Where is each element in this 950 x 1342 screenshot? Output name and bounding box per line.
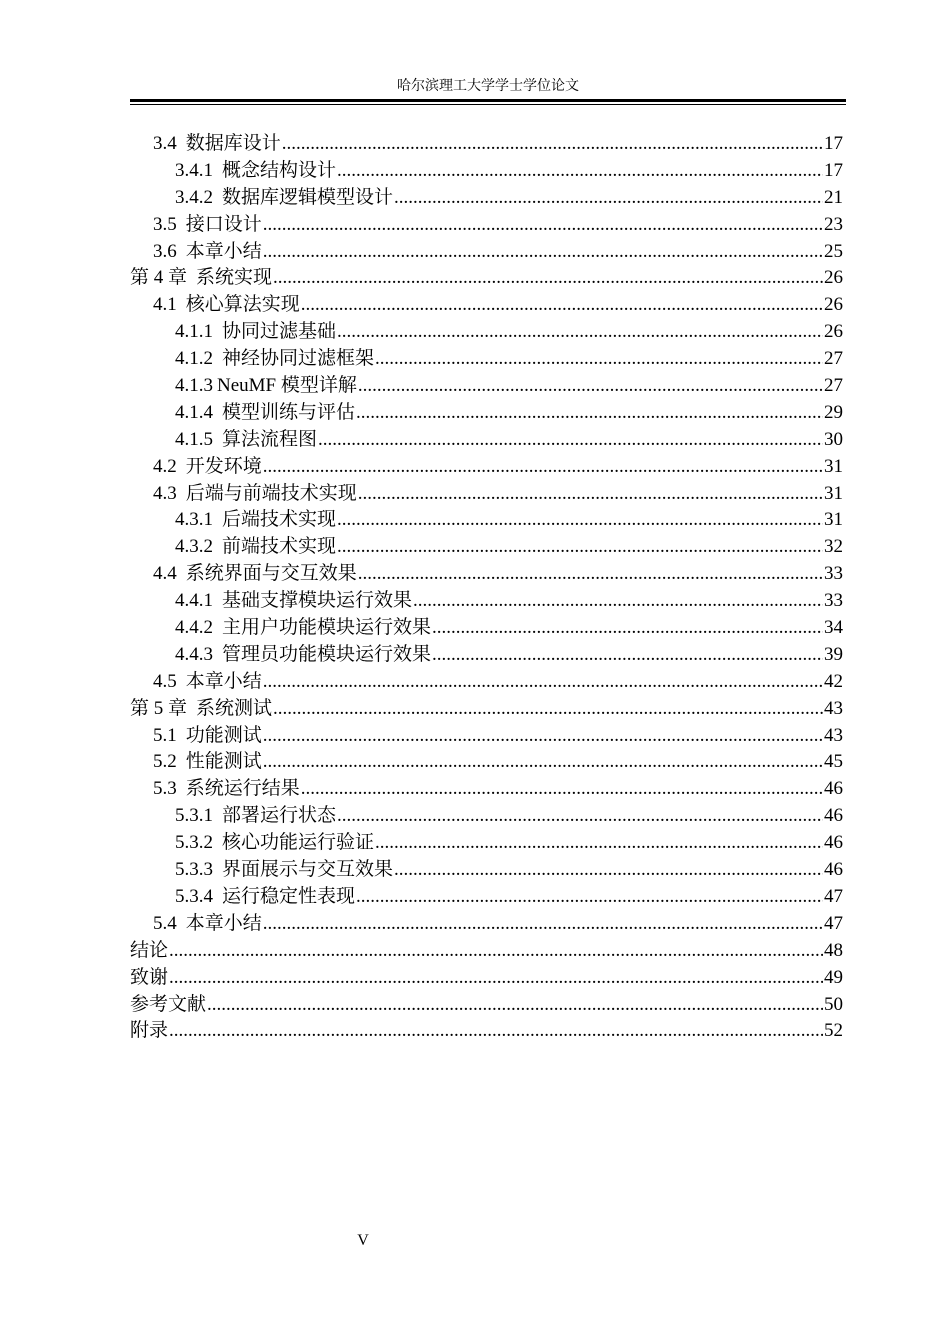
toc-entry-number: 4.1.1 — [175, 321, 213, 343]
toc-entry[interactable] — [130, 938, 843, 965]
toc-entry-title: 前端技术实现 — [222, 536, 337, 558]
toc-entry-page: 29 — [824, 401, 843, 423]
toc-entry[interactable] — [130, 884, 843, 911]
toc-dot-leader — [301, 776, 823, 803]
toc-entry-number: 5.2 — [153, 751, 177, 773]
toc-entry-title: 基础支撑模块运行效果 — [222, 590, 413, 612]
toc-dot-leader — [263, 911, 823, 938]
toc-entry-number: 3.6 — [153, 240, 177, 262]
toc-dot-leader — [375, 830, 823, 857]
toc-entry-title: 主用户功能模块运行效果 — [222, 617, 432, 639]
toc-entry[interactable] — [130, 1018, 843, 1045]
toc-entry-page: 47 — [824, 885, 843, 907]
toc-dot-leader — [273, 265, 823, 292]
toc-entry-title: 性能测试 — [185, 751, 262, 773]
toc-entry[interactable] — [130, 992, 843, 1019]
toc-entry[interactable] — [130, 400, 843, 427]
toc-dot-leader — [432, 615, 823, 642]
toc-entry-number: 4.4.1 — [175, 590, 213, 612]
toc-dot-leader — [356, 400, 823, 427]
toc-dot-leader — [169, 1018, 823, 1045]
toc-entry-title: 模型训练与评估 — [222, 401, 356, 423]
toc-entry-page: 27 — [824, 348, 843, 370]
toc-entry-page: 46 — [824, 805, 843, 827]
toc-dot-leader — [337, 158, 823, 185]
running-header: 哈尔滨理工大学学士学位论文 — [397, 79, 579, 94]
toc-dot-leader — [263, 669, 823, 696]
toc-entry-page: 23 — [824, 213, 843, 235]
toc-entry[interactable] — [130, 615, 843, 642]
toc-entry-title: 本章小结 — [185, 670, 262, 692]
toc-entry-title: NeuMF 模型详解 — [217, 375, 357, 397]
toc-entry-number: 4.1.5 — [175, 428, 213, 450]
toc-entry[interactable] — [130, 749, 843, 776]
toc-dot-leader — [337, 319, 823, 346]
toc-entry-number: 5.3.1 — [175, 805, 213, 827]
toc-entry-title: 结论 — [130, 939, 169, 961]
toc-entry-title: 核心算法实现 — [185, 294, 300, 316]
toc-dot-leader — [169, 938, 823, 965]
toc-dot-leader — [169, 965, 823, 992]
toc-entry-title: 本章小结 — [185, 912, 262, 934]
toc-entry-title: 系统运行结果 — [185, 778, 300, 800]
toc-entry[interactable] — [130, 373, 843, 400]
toc-entry-page: 48 — [824, 939, 843, 961]
toc-dot-leader — [318, 427, 823, 454]
toc-entry-page: 27 — [824, 375, 843, 397]
toc-entry[interactable] — [130, 454, 843, 481]
toc-entry[interactable] — [130, 427, 843, 454]
toc-entry[interactable] — [130, 803, 843, 830]
toc-entry[interactable] — [130, 239, 843, 266]
toc-entry-title: 系统测试 — [196, 697, 273, 719]
toc-entry-page: 46 — [824, 832, 843, 854]
toc-dot-leader — [263, 454, 823, 481]
toc-entry-page: 17 — [824, 133, 843, 154]
toc-entry-title: 开发环境 — [185, 455, 262, 477]
toc-entry[interactable] — [130, 185, 843, 212]
toc-entry-number: 4.1.4 — [175, 401, 213, 423]
toc-entry-title: 神经协同过滤框架 — [222, 348, 375, 370]
toc-entry[interactable] — [130, 696, 843, 723]
toc-entry-title: 接口设计 — [185, 213, 262, 235]
toc-dot-leader — [358, 561, 823, 588]
toc-dot-leader — [432, 642, 823, 669]
toc-entry-page: 46 — [824, 778, 843, 800]
toc-entry[interactable] — [130, 292, 843, 319]
toc-entry[interactable] — [130, 588, 843, 615]
toc-entry-page: 46 — [824, 859, 843, 881]
toc-entry-page: 43 — [824, 724, 843, 746]
toc-entry-title: 部署运行状态 — [222, 805, 337, 827]
toc-entry[interactable] — [130, 911, 843, 938]
toc-dot-leader — [263, 749, 823, 776]
toc-dot-leader — [263, 723, 823, 750]
toc-entry-page: 33 — [824, 590, 843, 612]
toc-entry-page: 39 — [824, 643, 843, 665]
toc-dot-leader — [282, 131, 823, 158]
toc-dot-leader — [273, 696, 823, 723]
toc-entry-number: 4.4.2 — [175, 617, 213, 639]
table-of-contents — [130, 131, 843, 1045]
toc-entry-number: 4.4.3 — [175, 643, 213, 665]
toc-entry-title: 参考文献 — [130, 993, 207, 1015]
toc-entry-page: 43 — [824, 697, 843, 719]
toc-entry[interactable] — [130, 669, 843, 696]
toc-entry-number: 4.3.2 — [175, 536, 213, 558]
toc-entry-title: 致谢 — [130, 966, 169, 988]
toc-entry-number: 3.4.2 — [175, 186, 213, 208]
toc-entry[interactable] — [130, 534, 843, 561]
toc-entry-title: 功能测试 — [185, 724, 262, 746]
toc-entry[interactable] — [130, 965, 843, 992]
toc-entry-number: 4.3.1 — [175, 509, 213, 531]
toc-entry-number: 5.3.4 — [175, 885, 213, 907]
toc-entry-page: 31 — [824, 482, 843, 504]
toc-entry-number: 4.1.2 — [175, 348, 213, 370]
toc-entry-page: 25 — [824, 240, 843, 262]
toc-entry-title: 管理员功能模块运行效果 — [222, 643, 432, 665]
toc-entry-page: 52 — [824, 1020, 843, 1042]
toc-entry[interactable] — [130, 481, 843, 508]
toc-dot-leader — [337, 534, 823, 561]
toc-entry-page: 31 — [824, 455, 843, 477]
toc-dot-leader — [337, 507, 823, 534]
toc-entry-number: 4.1.3 — [175, 375, 213, 397]
toc-dot-leader — [263, 239, 823, 266]
toc-dot-leader — [358, 373, 823, 400]
toc-dot-leader — [358, 481, 823, 508]
page-number: V — [357, 1232, 369, 1249]
toc-dot-leader — [375, 346, 823, 373]
toc-dot-leader — [263, 212, 823, 239]
toc-entry-number: 第 4 章 — [130, 267, 188, 289]
toc-dot-leader — [356, 884, 823, 911]
toc-entry-number: 4.4 — [153, 563, 177, 585]
toc-entry-title: 运行稳定性表现 — [222, 885, 356, 907]
toc-entry[interactable] — [130, 642, 843, 669]
toc-entry[interactable] — [130, 561, 843, 588]
toc-dot-leader — [207, 992, 823, 1019]
header-rule-thin — [130, 104, 846, 105]
toc-entry-title: 概念结构设计 — [222, 159, 337, 181]
toc-entry-page: 26 — [824, 267, 843, 289]
toc-entry-number: 5.3.2 — [175, 832, 213, 854]
toc-entry-page: 50 — [824, 993, 843, 1015]
toc-entry-page: 45 — [824, 751, 843, 773]
toc-entry-number: 5.3.3 — [175, 859, 213, 881]
toc-entry-number: 4.1 — [153, 294, 177, 316]
toc-dot-leader — [413, 588, 823, 615]
toc-dot-leader — [301, 292, 823, 319]
toc-entry[interactable] — [130, 857, 843, 884]
toc-entry-number: 3.4.1 — [175, 159, 213, 181]
toc-entry-title: 核心功能运行验证 — [222, 832, 375, 854]
toc-entry-page: 26 — [824, 321, 843, 343]
toc-entry[interactable] — [130, 212, 843, 239]
toc-entry-number: 5.3 — [153, 778, 177, 800]
toc-entry-title: 界面展示与交互效果 — [222, 859, 394, 881]
toc-entry-title: 协同过滤基础 — [222, 321, 337, 343]
toc-entry[interactable] — [130, 346, 843, 373]
toc-entry[interactable] — [130, 830, 843, 857]
toc-dot-leader — [394, 857, 823, 884]
toc-entry-page: 17 — [824, 159, 843, 181]
toc-entry-number: 4.2 — [153, 455, 177, 477]
toc-entry-page: 30 — [824, 428, 843, 450]
header-rule-thick — [130, 99, 846, 102]
toc-entry-title: 数据库设计 — [185, 133, 281, 154]
toc-entry-number: 4.3 — [153, 482, 177, 504]
toc-entry-page: 32 — [824, 536, 843, 558]
toc-entry-page: 34 — [824, 617, 843, 639]
toc-entry-page: 26 — [824, 294, 843, 316]
toc-entry[interactable] — [130, 776, 843, 803]
toc-entry-number: 第 5 章 — [130, 697, 188, 719]
toc-entry-page: 33 — [824, 563, 843, 585]
toc-entry[interactable] — [130, 507, 843, 534]
toc-entry-number: 5.4 — [153, 912, 177, 934]
toc-entry-page: 42 — [824, 670, 843, 692]
toc-entry-page: 31 — [824, 509, 843, 531]
toc-entry-page: 21 — [824, 186, 843, 208]
toc-dot-leader — [337, 803, 823, 830]
toc-entry-number: 4.5 — [153, 670, 177, 692]
toc-entry-title: 数据库逻辑模型设计 — [222, 186, 394, 208]
toc-entry-number: 3.4 — [153, 133, 177, 154]
toc-entry-title: 算法流程图 — [222, 428, 318, 450]
toc-entry[interactable] — [130, 723, 843, 750]
toc-entry[interactable] — [130, 131, 843, 158]
toc-entry-title: 系统实现 — [196, 267, 273, 289]
toc-entry-title: 本章小结 — [185, 240, 262, 262]
toc-entry-title: 后端技术实现 — [222, 509, 337, 531]
toc-entry-title: 后端与前端技术实现 — [185, 482, 357, 504]
toc-entry[interactable] — [130, 265, 843, 292]
toc-entry-number: 5.1 — [153, 724, 177, 746]
toc-entry[interactable] — [130, 158, 843, 185]
toc-entry-page: 49 — [824, 966, 843, 988]
toc-entry-page: 47 — [824, 912, 843, 934]
toc-entry-title: 系统界面与交互效果 — [185, 563, 357, 585]
toc-entry-title: 附录 — [130, 1020, 169, 1042]
toc-entry-number: 3.5 — [153, 213, 177, 235]
toc-entry[interactable] — [130, 319, 843, 346]
toc-dot-leader — [394, 185, 823, 212]
